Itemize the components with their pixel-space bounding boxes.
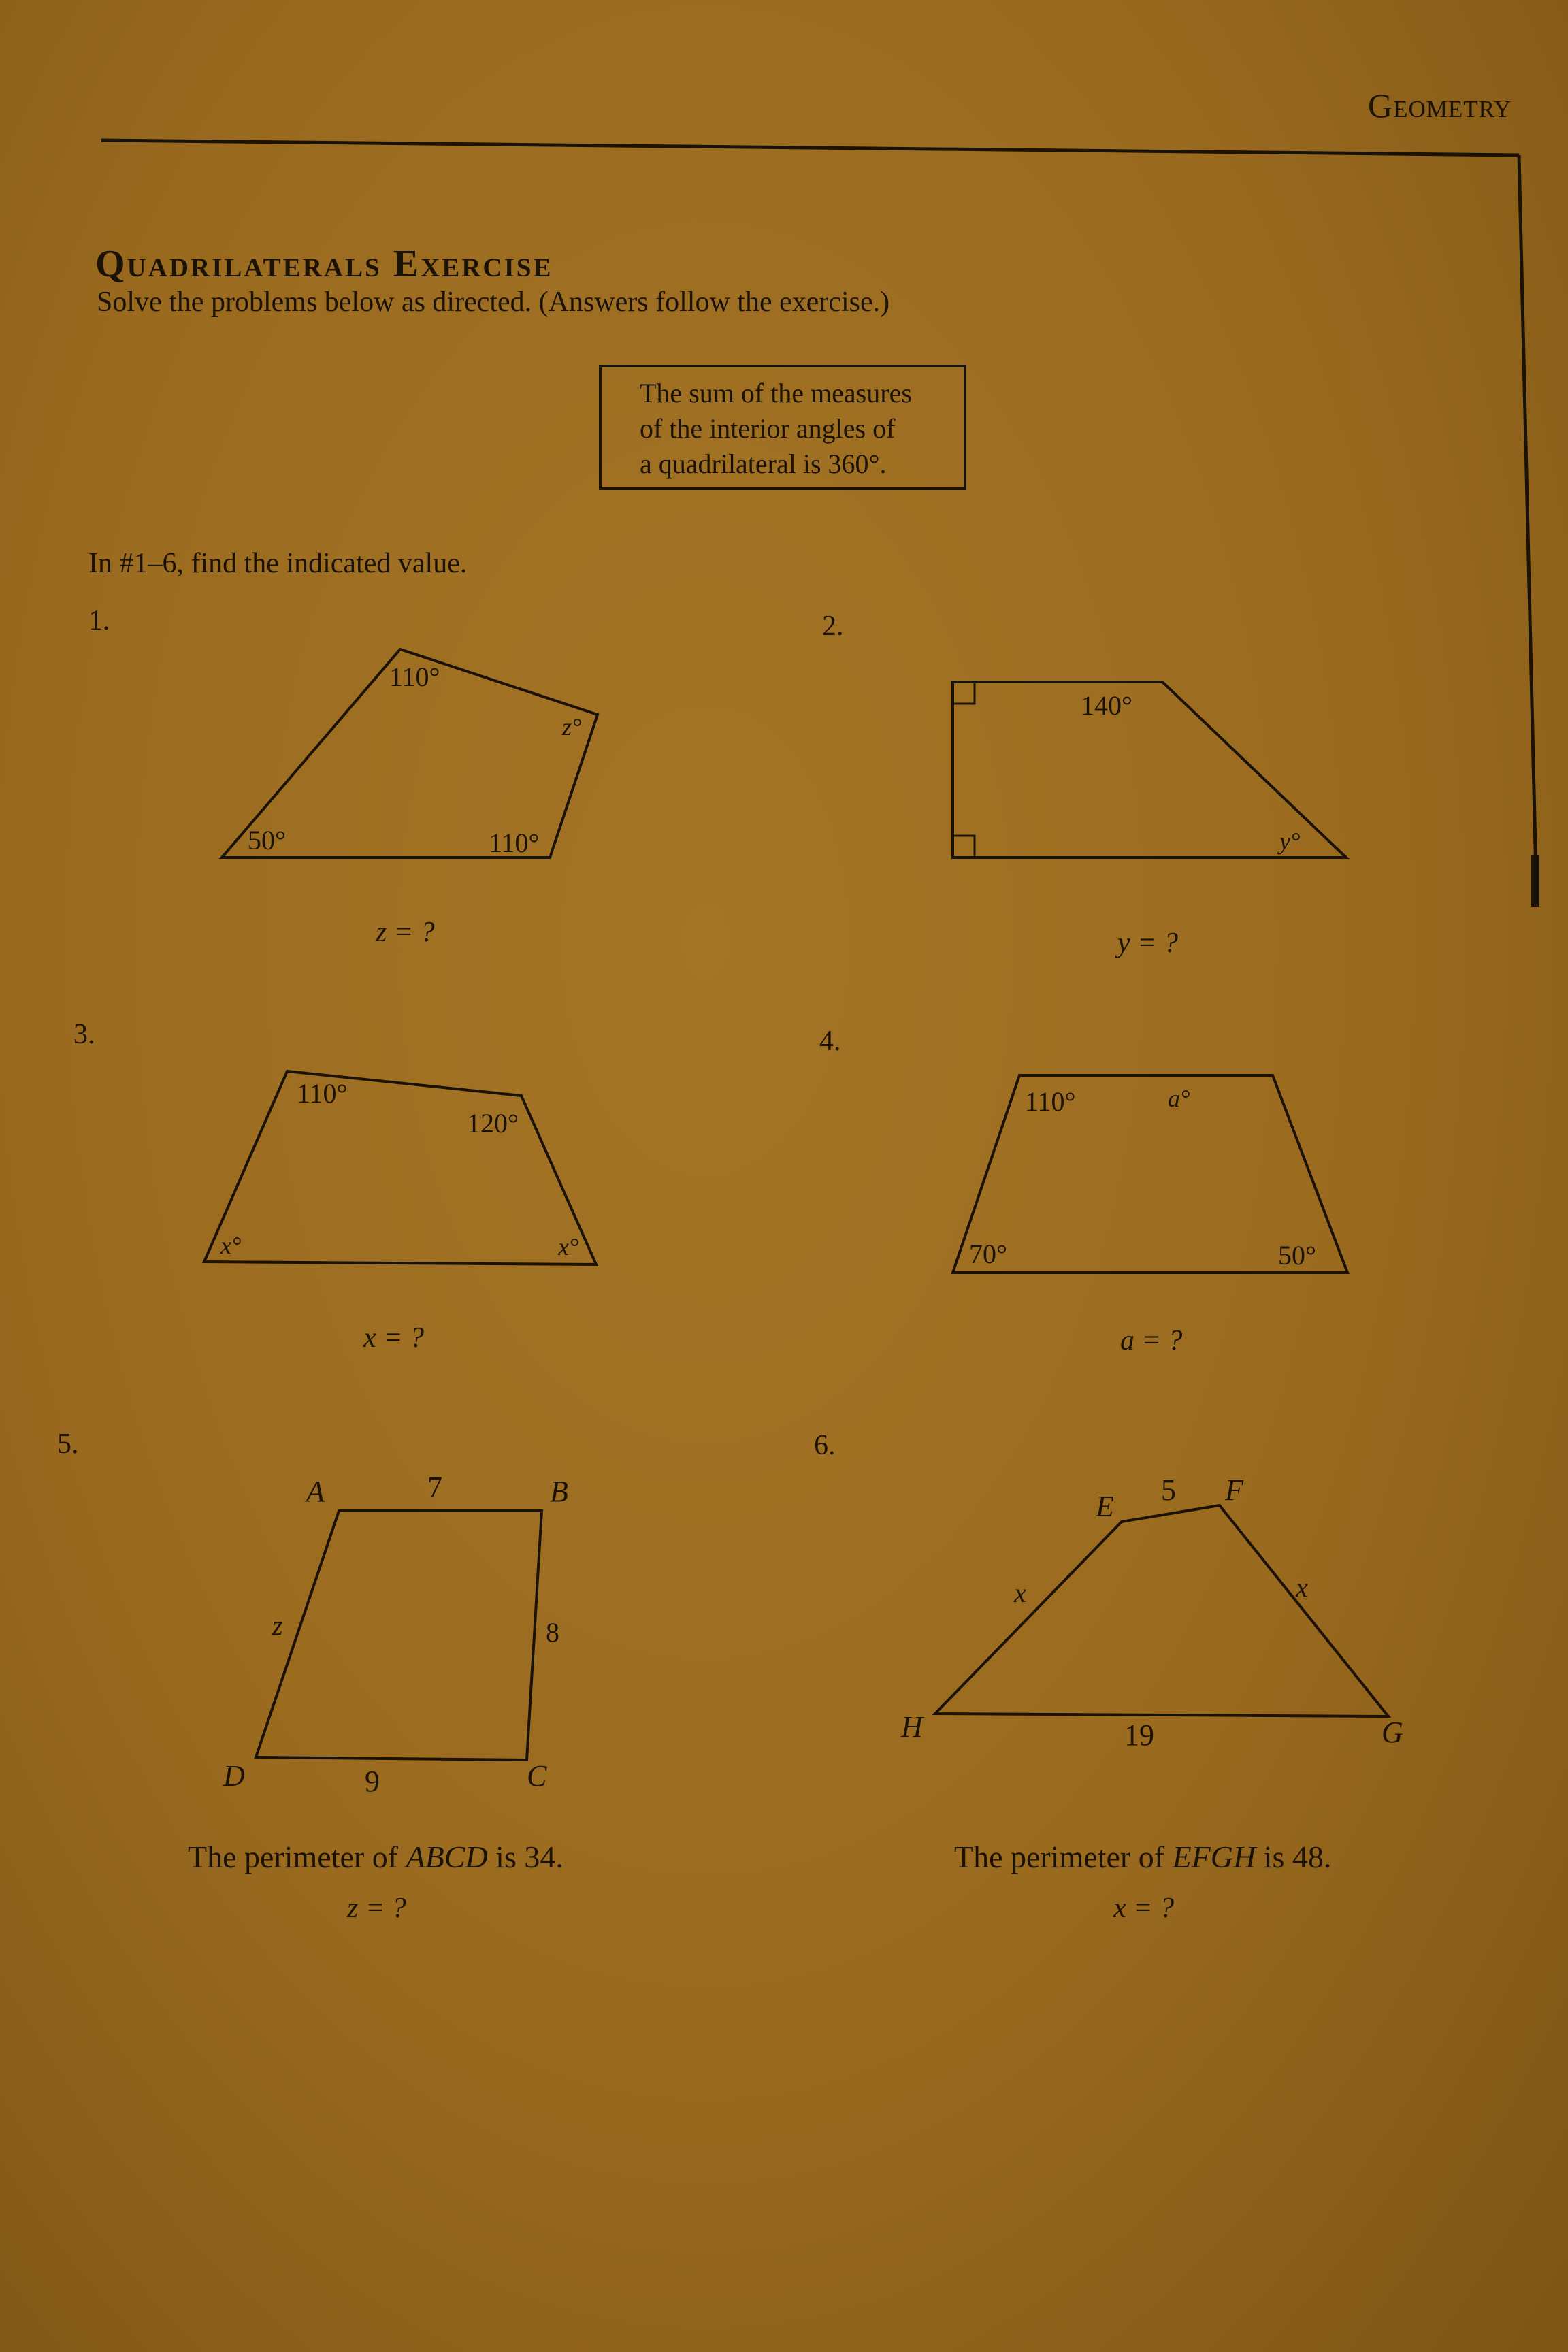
exercise-instructions: Solve the problems below as directed. (Answers follow the exercise.) bbox=[97, 287, 890, 318]
label: 140° bbox=[1081, 690, 1132, 721]
label: E bbox=[1096, 1490, 1114, 1523]
perimeter-shape: ABCD bbox=[406, 1840, 488, 1874]
problems-prompt: In #1–6, find the indicated value. bbox=[88, 548, 468, 579]
problem-6-number: 6. bbox=[814, 1430, 836, 1461]
label: D bbox=[223, 1759, 245, 1793]
label: 7 bbox=[427, 1471, 442, 1504]
label: A bbox=[306, 1475, 325, 1508]
label: B bbox=[550, 1475, 568, 1508]
problem-3-question: x = ? bbox=[363, 1322, 424, 1354]
label: z° bbox=[562, 713, 582, 740]
note-line: The sum of the measures bbox=[640, 378, 912, 408]
problem-4-figure bbox=[939, 1062, 1361, 1286]
label: G bbox=[1382, 1716, 1403, 1749]
label: x bbox=[1014, 1578, 1026, 1608]
label: H bbox=[901, 1710, 923, 1744]
exercise-title: Quadrilaterals Exercise bbox=[95, 243, 553, 285]
label: 8 bbox=[546, 1617, 559, 1648]
label: 110° bbox=[297, 1078, 348, 1109]
note-line: a quadrilateral is 360°. bbox=[640, 448, 887, 479]
label: x° bbox=[558, 1233, 579, 1260]
label: 110° bbox=[489, 828, 540, 858]
problem-2-number: 2. bbox=[822, 610, 844, 642]
label: C bbox=[527, 1759, 547, 1793]
problem-1-figure bbox=[204, 633, 626, 878]
perimeter-text: The perimeter of bbox=[954, 1840, 1173, 1874]
label: x° bbox=[220, 1232, 242, 1259]
perimeter-text: is 48. bbox=[1256, 1840, 1332, 1874]
note-line: of the interior angles of bbox=[640, 413, 896, 444]
label: 70° bbox=[969, 1239, 1007, 1269]
problem-4-number: 4. bbox=[819, 1026, 841, 1057]
label: z bbox=[272, 1610, 283, 1641]
problem-6-figure bbox=[892, 1463, 1436, 1756]
label: 9 bbox=[365, 1765, 380, 1798]
problem-5-number: 5. bbox=[57, 1428, 79, 1460]
perimeter-text: The perimeter of bbox=[188, 1840, 406, 1874]
problem-5-figure bbox=[204, 1463, 612, 1803]
label: a° bbox=[1168, 1085, 1190, 1112]
problem-6-question: x = ? bbox=[1113, 1893, 1174, 1924]
label: F bbox=[1225, 1473, 1243, 1507]
problem-3-number: 3. bbox=[74, 1019, 95, 1050]
problem-2-figure bbox=[939, 674, 1361, 871]
problem-2-question: y = ? bbox=[1117, 928, 1178, 959]
note-box bbox=[599, 365, 966, 490]
label: y° bbox=[1279, 828, 1301, 855]
perimeter-text: is 34. bbox=[487, 1840, 564, 1874]
problem-1-number: 1. bbox=[88, 605, 110, 636]
label: x bbox=[1296, 1572, 1308, 1603]
label: 5 bbox=[1161, 1473, 1176, 1507]
problem-3-figure bbox=[191, 1062, 612, 1279]
header-subject: Geometry bbox=[1368, 86, 1512, 125]
problem-5-perimeter bbox=[188, 1839, 564, 1875]
label: 19 bbox=[1124, 1718, 1154, 1752]
problem-5-question: z = ? bbox=[347, 1893, 406, 1924]
perimeter-shape: EFGH bbox=[1172, 1840, 1256, 1874]
label: 50° bbox=[248, 825, 286, 855]
problem-6-perimeter bbox=[954, 1839, 1331, 1875]
label: 110° bbox=[389, 662, 440, 692]
problem-4-question: a = ? bbox=[1120, 1325, 1183, 1356]
label: 50° bbox=[1278, 1240, 1316, 1271]
label: 120° bbox=[467, 1108, 519, 1139]
label: 110° bbox=[1025, 1086, 1076, 1117]
problem-1-question: z = ? bbox=[376, 917, 435, 948]
